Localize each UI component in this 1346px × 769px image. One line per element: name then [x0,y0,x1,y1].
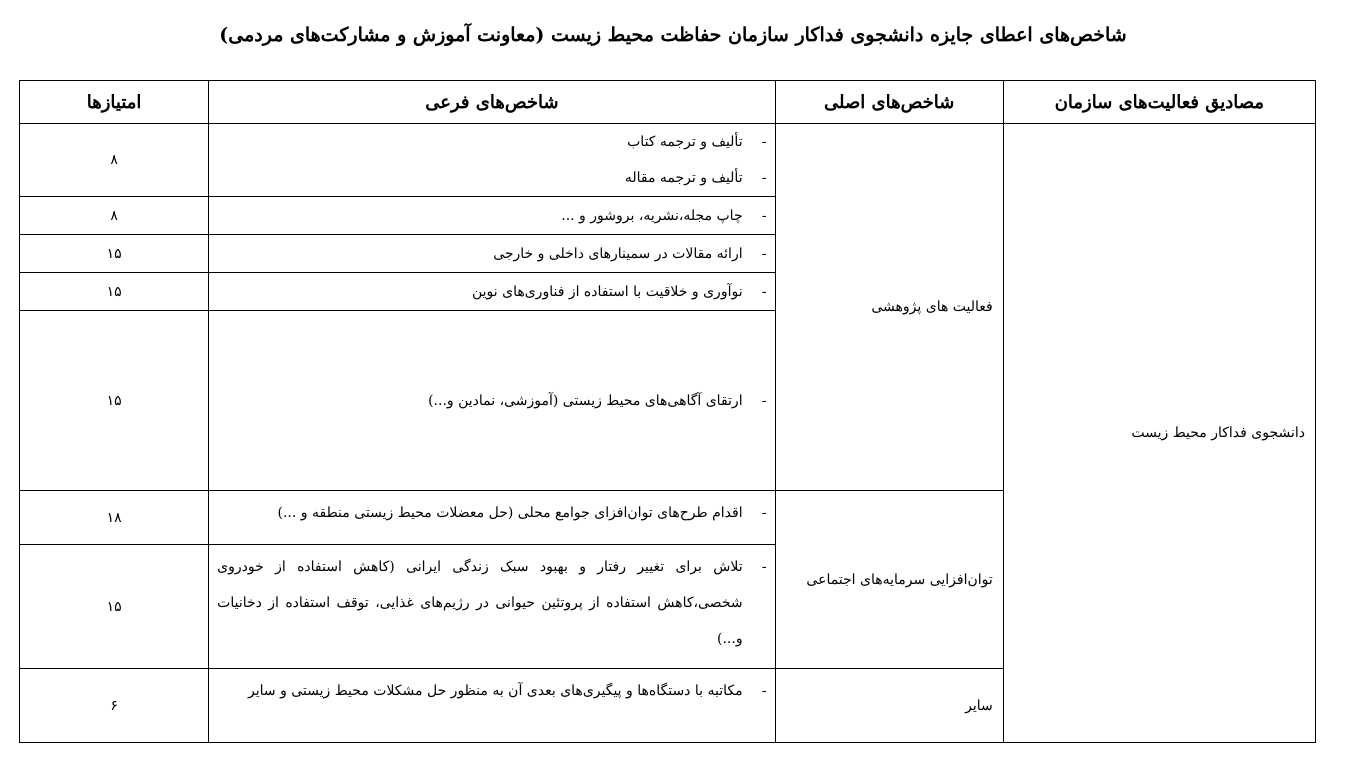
sub-indicator-text: تألیف و ترجمه کتاب [627,134,743,150]
sub-indicator-text: تألیف و ترجمه مقاله [624,170,743,186]
bullet-dash: - [761,134,767,150]
main-indicator-social [775,491,1003,669]
indicators-table [19,80,1316,743]
main-indicator-label: فعالیت های پژوهشی [871,299,993,315]
sub-indicator-item [217,198,766,234]
sub-indicator-text: چاپ مجله،نشریه، بروشور و ... [561,207,743,224]
sub-indicator-text: مکاتبه با دستگاه‌ها و پیگیری‌های بعدی آن به منظور حل مشکلات محیط زیستی و سایر [248,683,743,699]
main-indicator-research [775,124,1003,491]
page-title: شاخص‌های اعطای جایزه دانشجوی فداکار سازمان حفاظت محیط زیست (معاونت آموزش و مشارکت‌های مردمی) [219,24,1127,46]
sub-indicator-cell [209,311,775,491]
score-cell: ۱۸ [20,491,209,545]
sub-indicator-cell [209,197,775,235]
sub-indicator-item [217,549,766,657]
header-main-indicators: شاخص‌های اصلی [775,81,1003,124]
header-sub-indicators: شاخص‌های فرعی [209,81,775,124]
bullet-dash: - [761,683,767,699]
table-row [20,124,1316,197]
score-cell: ۱۵ [20,545,209,669]
bullet-dash: - [761,245,767,262]
sub-indicator-text: نوآوری و خلاقیت با استفاده از فناوری‌های نوین [471,283,743,300]
header-org-activities: مصادیق فعالیت‌های سازمان [1003,81,1315,124]
sub-indicator-cell [209,273,775,311]
sub-indicator-cell [209,491,775,545]
bullet-dash: - [761,207,767,224]
main-indicator-label: توان‌افزایی سرمایه‌های اجتماعی [806,571,993,588]
table-header-row [20,81,1316,124]
sub-indicator-item [217,383,766,419]
bullet-dash: - [761,559,767,575]
sub-indicator-item [217,495,766,531]
sub-indicator-cell [209,124,775,197]
sub-indicator-cell [209,669,775,743]
score-cell: ۸ [20,197,209,235]
sub-indicator-text: تلاش برای تغییر رفتار و بهبود سبک زندگی ایرانی (کاهش استفاده از خودروی شخصی،کاهش استفاده از پروتئین حیوانی در رژیم‌های غذایی، توقف استفاده از دخانیات و...) [217,559,743,647]
sub-indicator-cell [209,235,775,273]
score-cell: ۸ [20,124,209,197]
sub-indicator-text: ارائه مقالات در سمینارهای داخلی و خارجی [493,245,743,262]
main-indicator-label: سایر [965,697,993,714]
main-indicator-other [775,669,1003,743]
sub-indicator-item [217,124,766,160]
bullet-dash: - [761,505,767,521]
sub-indicator-item [217,236,766,272]
bullet-dash: - [761,392,767,409]
score-cell: ۱۵ [20,311,209,491]
bullet-dash: - [761,170,767,186]
bullet-dash: - [761,283,767,300]
sub-indicator-cell [209,545,775,669]
sub-indicator-text: اقدام طرح‌های توان‌افزای جوامع محلی (حل معضلات محیط زیستی منطقه و ...) [277,505,743,521]
org-activity-label: دانشجوی فداکار محیط زیست [1131,425,1305,441]
sub-indicator-item [217,673,766,709]
header-scores: امتیازها [20,81,209,124]
score-cell: ۱۵ [20,235,209,273]
score-cell: ۱۵ [20,273,209,311]
score-cell: ۶ [20,669,209,743]
sub-indicator-item [217,274,766,310]
sub-indicator-text: ارتقای آگاهی‌های محیط زیستی (آموزشی، نمادین و...) [428,392,743,409]
org-activity-cell [1003,124,1315,743]
sub-indicator-item [217,160,766,196]
